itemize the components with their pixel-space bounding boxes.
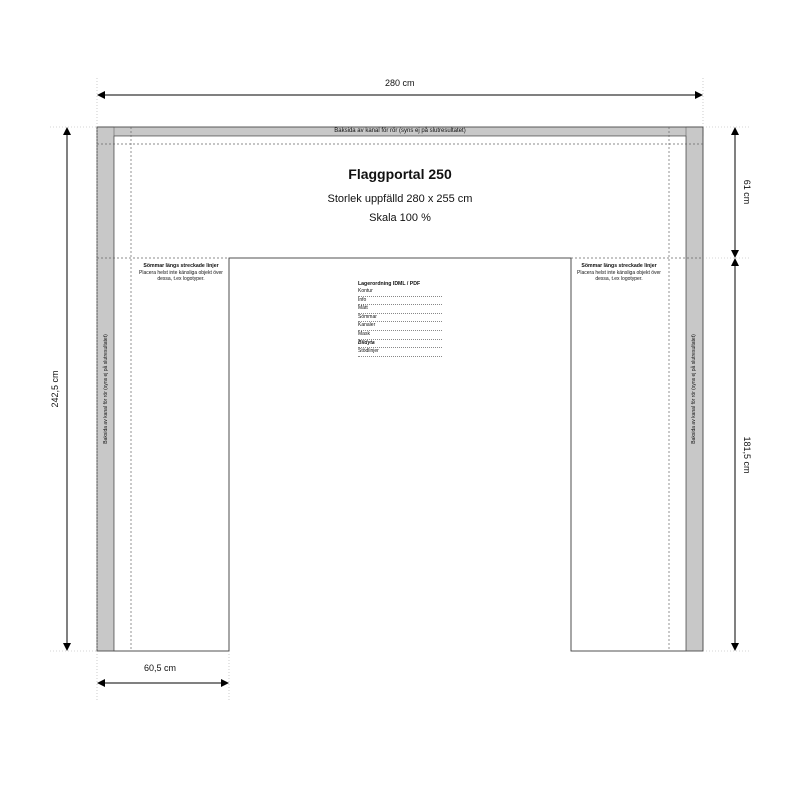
dim-leg-width-label: 60,5 cm: [144, 663, 177, 673]
legend-item: Mask: [358, 331, 442, 340]
top-band-label: Baksida av kanal för rör (syns ej på slutresultatet): [334, 128, 466, 134]
size-text: Storlek uppfälld 280 x 255 cm: [327, 193, 473, 205]
seam-note-title: Sömmar längs streckade linjer: [143, 263, 219, 269]
page-title: Flaggportal 250: [348, 166, 452, 182]
seam-note-left: [133, 263, 229, 283]
legend-item: Stödlinjer: [358, 348, 442, 357]
legend-heading: Lagerordning IDML / PDF: [358, 281, 421, 287]
seam-note-right: [571, 263, 667, 283]
legend-item: Sömmar: [358, 314, 442, 323]
legend-item: Kanaler: [358, 322, 442, 331]
legend-item: Info: [358, 297, 442, 306]
layer-legend: [358, 281, 442, 357]
scale-text: Skala 100 %: [369, 212, 431, 224]
seam-note-title: Sömmar längs streckade linjer: [581, 263, 657, 269]
legend-item: Kontur: [358, 288, 442, 297]
legend-item: Mått: [358, 305, 442, 314]
seam-note-body: Placera helst inte känsliga objekt över dessa, t.ex logotyper.: [577, 269, 661, 282]
dim-width-total-label: 280 cm: [385, 78, 415, 88]
legend-item: Bildyta: [358, 340, 442, 349]
seam-note-body: Placera helst inte känsliga objekt över dessa, t.ex logotyper.: [139, 269, 223, 282]
